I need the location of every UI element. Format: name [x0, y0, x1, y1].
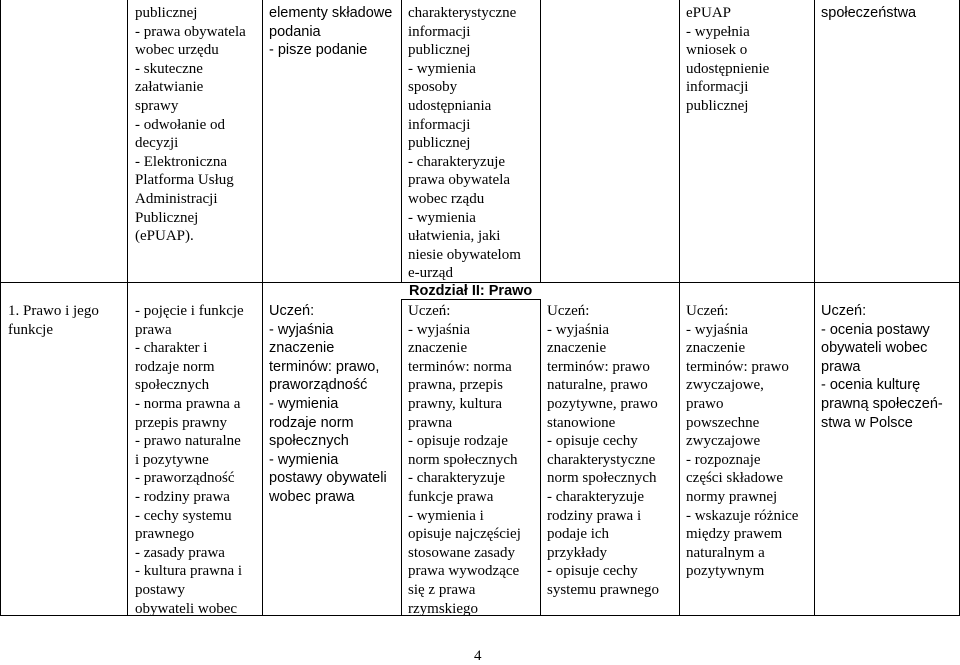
chapter-heading: Rozdział II: Prawo	[409, 283, 533, 299]
cell-line: elementy składowe	[269, 5, 393, 21]
cell-line: - prawo naturalne	[135, 433, 241, 450]
cell-line: 1. Prawo i jego	[8, 303, 99, 319]
cell-line: praworządność	[269, 377, 368, 394]
cell-line: - wyjaśnia	[547, 321, 610, 338]
cell-top-col4	[408, 4, 521, 283]
cell-line: znaczenie	[269, 340, 335, 357]
cell-line: - Elektroniczna	[135, 153, 228, 170]
cell-line: terminów: prawo	[686, 358, 789, 375]
column-border	[401, 299, 402, 616]
cell-line: informacji	[408, 116, 471, 133]
cell-line: pozytywne, prawo	[547, 395, 658, 412]
cell-line: - wypełnia	[686, 23, 750, 40]
cell-line: wobec rządu	[408, 190, 485, 207]
cell-line: prawo	[686, 395, 724, 412]
cell-line: prawną społeczeń-	[821, 395, 943, 412]
column-border	[540, 299, 541, 616]
cell-line: znaczenie	[686, 340, 746, 357]
cell-line: Uczeń:	[269, 303, 315, 319]
column-border	[401, 0, 402, 282]
cell-line: - wymienia	[408, 209, 476, 226]
cell-main-col4	[408, 302, 521, 618]
cell-line: - praworządność	[135, 470, 235, 487]
cell-line: - pojęcie i funkcje	[135, 303, 244, 319]
page-number: 4	[474, 648, 482, 664]
cell-line: obywateli wobec	[821, 340, 928, 357]
cell-line: - odwołanie od	[135, 116, 225, 133]
cell-line: publicznej	[686, 97, 749, 114]
cell-line: powszechne	[686, 414, 760, 431]
cell-line: decyzji	[135, 135, 179, 152]
cell-line: prawnego	[135, 526, 195, 543]
cell-line: - ocenia kulturę	[821, 377, 921, 394]
cell-line: znaczenie	[408, 340, 468, 357]
cell-line: - rozpoznaje	[686, 451, 761, 468]
cell-line: informacji	[686, 79, 749, 96]
cell-main-col2	[135, 302, 244, 618]
cell-line: podania	[269, 23, 321, 40]
cell-line: - kultura prawna i	[135, 563, 243, 580]
cell-line: Uczeń:	[547, 303, 590, 319]
cell-line: niesie obywatelom	[408, 246, 521, 263]
cell-line: stanowione	[547, 414, 616, 431]
cell-line: Platforma Usług	[135, 172, 234, 189]
cell-line: się z prawa	[408, 581, 476, 598]
cell-line: znaczenie	[547, 340, 607, 357]
cell-line: wobec prawa	[269, 488, 355, 505]
cell-line: norm społecznych	[408, 451, 518, 468]
cell-line: części składowe	[686, 470, 784, 487]
cell-line: sprawy	[135, 97, 179, 114]
cell-line: - wyjaśnia	[408, 321, 471, 338]
column-border	[540, 0, 541, 282]
cell-line: wobec urzędu	[135, 42, 219, 59]
cell-line: prawny, kultura	[408, 395, 502, 412]
cell-line: - wskazuje różnice	[686, 507, 799, 524]
cell-line: rodziny prawa i	[547, 507, 642, 524]
cell-line: prawna	[408, 414, 453, 431]
cell-line: opisuje najczęściej	[408, 526, 521, 543]
cell-top-col3	[269, 4, 392, 60]
cell-line: udostępniania	[408, 97, 492, 114]
cell-line: - charakter i	[135, 340, 208, 357]
cell-line: funkcje prawa	[408, 488, 494, 505]
cell-line: - cechy systemu	[135, 507, 232, 524]
cell-main-col3	[269, 302, 387, 507]
cell-line: postawy obywateli	[269, 470, 387, 487]
cell-line: - zasady prawa	[135, 544, 225, 561]
cell-line: postawy	[135, 581, 185, 598]
cell-line: - wymienia i	[408, 507, 484, 524]
cell-line: prawa	[821, 358, 861, 375]
cell-line: normy prawnej	[686, 488, 778, 505]
cell-main-col1	[8, 302, 99, 339]
cell-line: i pozytywne	[135, 451, 209, 468]
cell-line: obywateli wobec	[135, 600, 238, 617]
cell-line: funkcje	[8, 321, 53, 338]
cell-line: publicznej	[135, 5, 198, 21]
column-border	[127, 0, 128, 616]
cell-line: - pisze podanie	[269, 42, 368, 59]
cell-main-col6	[686, 302, 798, 581]
cell-line: Uczeń:	[408, 303, 451, 319]
cell-line: publicznej	[408, 135, 471, 152]
cell-line: - rodziny prawa	[135, 488, 230, 505]
cell-line: - wymienia	[408, 60, 476, 77]
cell-line: udostępnienie	[686, 60, 770, 77]
cell-line: Publicznej	[135, 209, 199, 226]
cell-line: - wyjaśnia	[269, 321, 334, 338]
cell-line: systemu prawnego	[547, 581, 660, 598]
cell-line: naturalnym a	[686, 544, 765, 561]
cell-line: e-urząd	[408, 265, 453, 282]
cell-line: ePUAP	[686, 5, 732, 21]
cell-top-col2	[135, 4, 246, 246]
cell-line: informacji	[408, 23, 471, 40]
cell-line: - opisuje cechy	[547, 433, 638, 450]
cell-line: - opisuje rodzaje	[408, 433, 508, 450]
cell-line: (ePUAP).	[135, 228, 194, 245]
cell-line: charakterystyczne	[547, 451, 656, 468]
cell-line: ułatwienia, jaki	[408, 228, 501, 245]
cell-line: naturalne, prawo	[547, 377, 648, 394]
cell-line: społeczeństwa	[821, 5, 917, 21]
cell-line: wniosek o	[686, 42, 748, 59]
cell-line: terminów: norma	[408, 358, 512, 375]
cell-main-col5	[547, 302, 659, 600]
cell-top-col6	[686, 4, 769, 116]
cell-top-col7	[821, 4, 916, 23]
cell-line: załatwianie	[135, 79, 204, 96]
cell-line: terminów: prawo,	[269, 358, 380, 375]
cell-line: norm społecznych	[547, 470, 657, 487]
cell-line: rodzaje norm	[269, 414, 354, 431]
column-border	[679, 0, 680, 616]
cell-line: - norma prawna a	[135, 395, 241, 412]
cell-line: - charakteryzuje	[408, 153, 506, 170]
column-border	[262, 0, 263, 616]
cell-line: prawa	[135, 321, 172, 338]
cell-line: - prawa obywatela	[135, 23, 246, 40]
cell-line: - wyjaśnia	[686, 321, 749, 338]
cell-line: - charakteryzuje	[547, 488, 645, 505]
column-border	[0, 0, 1, 616]
cell-line: przykłady	[547, 544, 607, 561]
cell-line: - wymienia	[269, 395, 339, 412]
cell-line: pozytywnym	[686, 563, 765, 580]
cell-line: społecznych	[269, 433, 349, 450]
cell-line: stwa w Polsce	[821, 414, 913, 431]
cell-line: rzymskiego	[408, 600, 478, 617]
cell-line: prawa obywatela	[408, 172, 511, 189]
cell-line: - ocenia postawy	[821, 321, 930, 338]
cell-line: między prawem	[686, 526, 783, 543]
cell-line: - skuteczne	[135, 60, 203, 77]
cell-line: charakterystyczne	[408, 5, 517, 21]
cell-line: zwyczajowe	[686, 433, 761, 450]
cell-line: prawna, przepis	[408, 377, 503, 394]
cell-line: stosowane zasady	[408, 544, 516, 561]
cell-line: sposoby	[408, 79, 458, 96]
cell-line: - wymienia	[269, 451, 339, 468]
cell-main-col7	[821, 302, 943, 432]
cell-line: rodzaje norm	[135, 358, 215, 375]
cell-line: publicznej	[408, 42, 471, 59]
cell-line: podaje ich	[547, 526, 610, 543]
cell-line: - opisuje cechy	[547, 563, 638, 580]
cell-line: zwyczajowe,	[686, 377, 764, 394]
cell-line: przepis prawny	[135, 414, 228, 431]
cell-line: terminów: prawo	[547, 358, 650, 375]
cell-line: społecznych	[135, 377, 210, 394]
cell-line: - charakteryzuje	[408, 470, 506, 487]
column-border	[814, 0, 815, 616]
cell-line: Uczeń:	[821, 303, 867, 319]
cell-line: Uczeń:	[686, 303, 729, 319]
cell-line: prawa wywodzące	[408, 563, 520, 580]
cell-line: Administracji	[135, 190, 218, 207]
